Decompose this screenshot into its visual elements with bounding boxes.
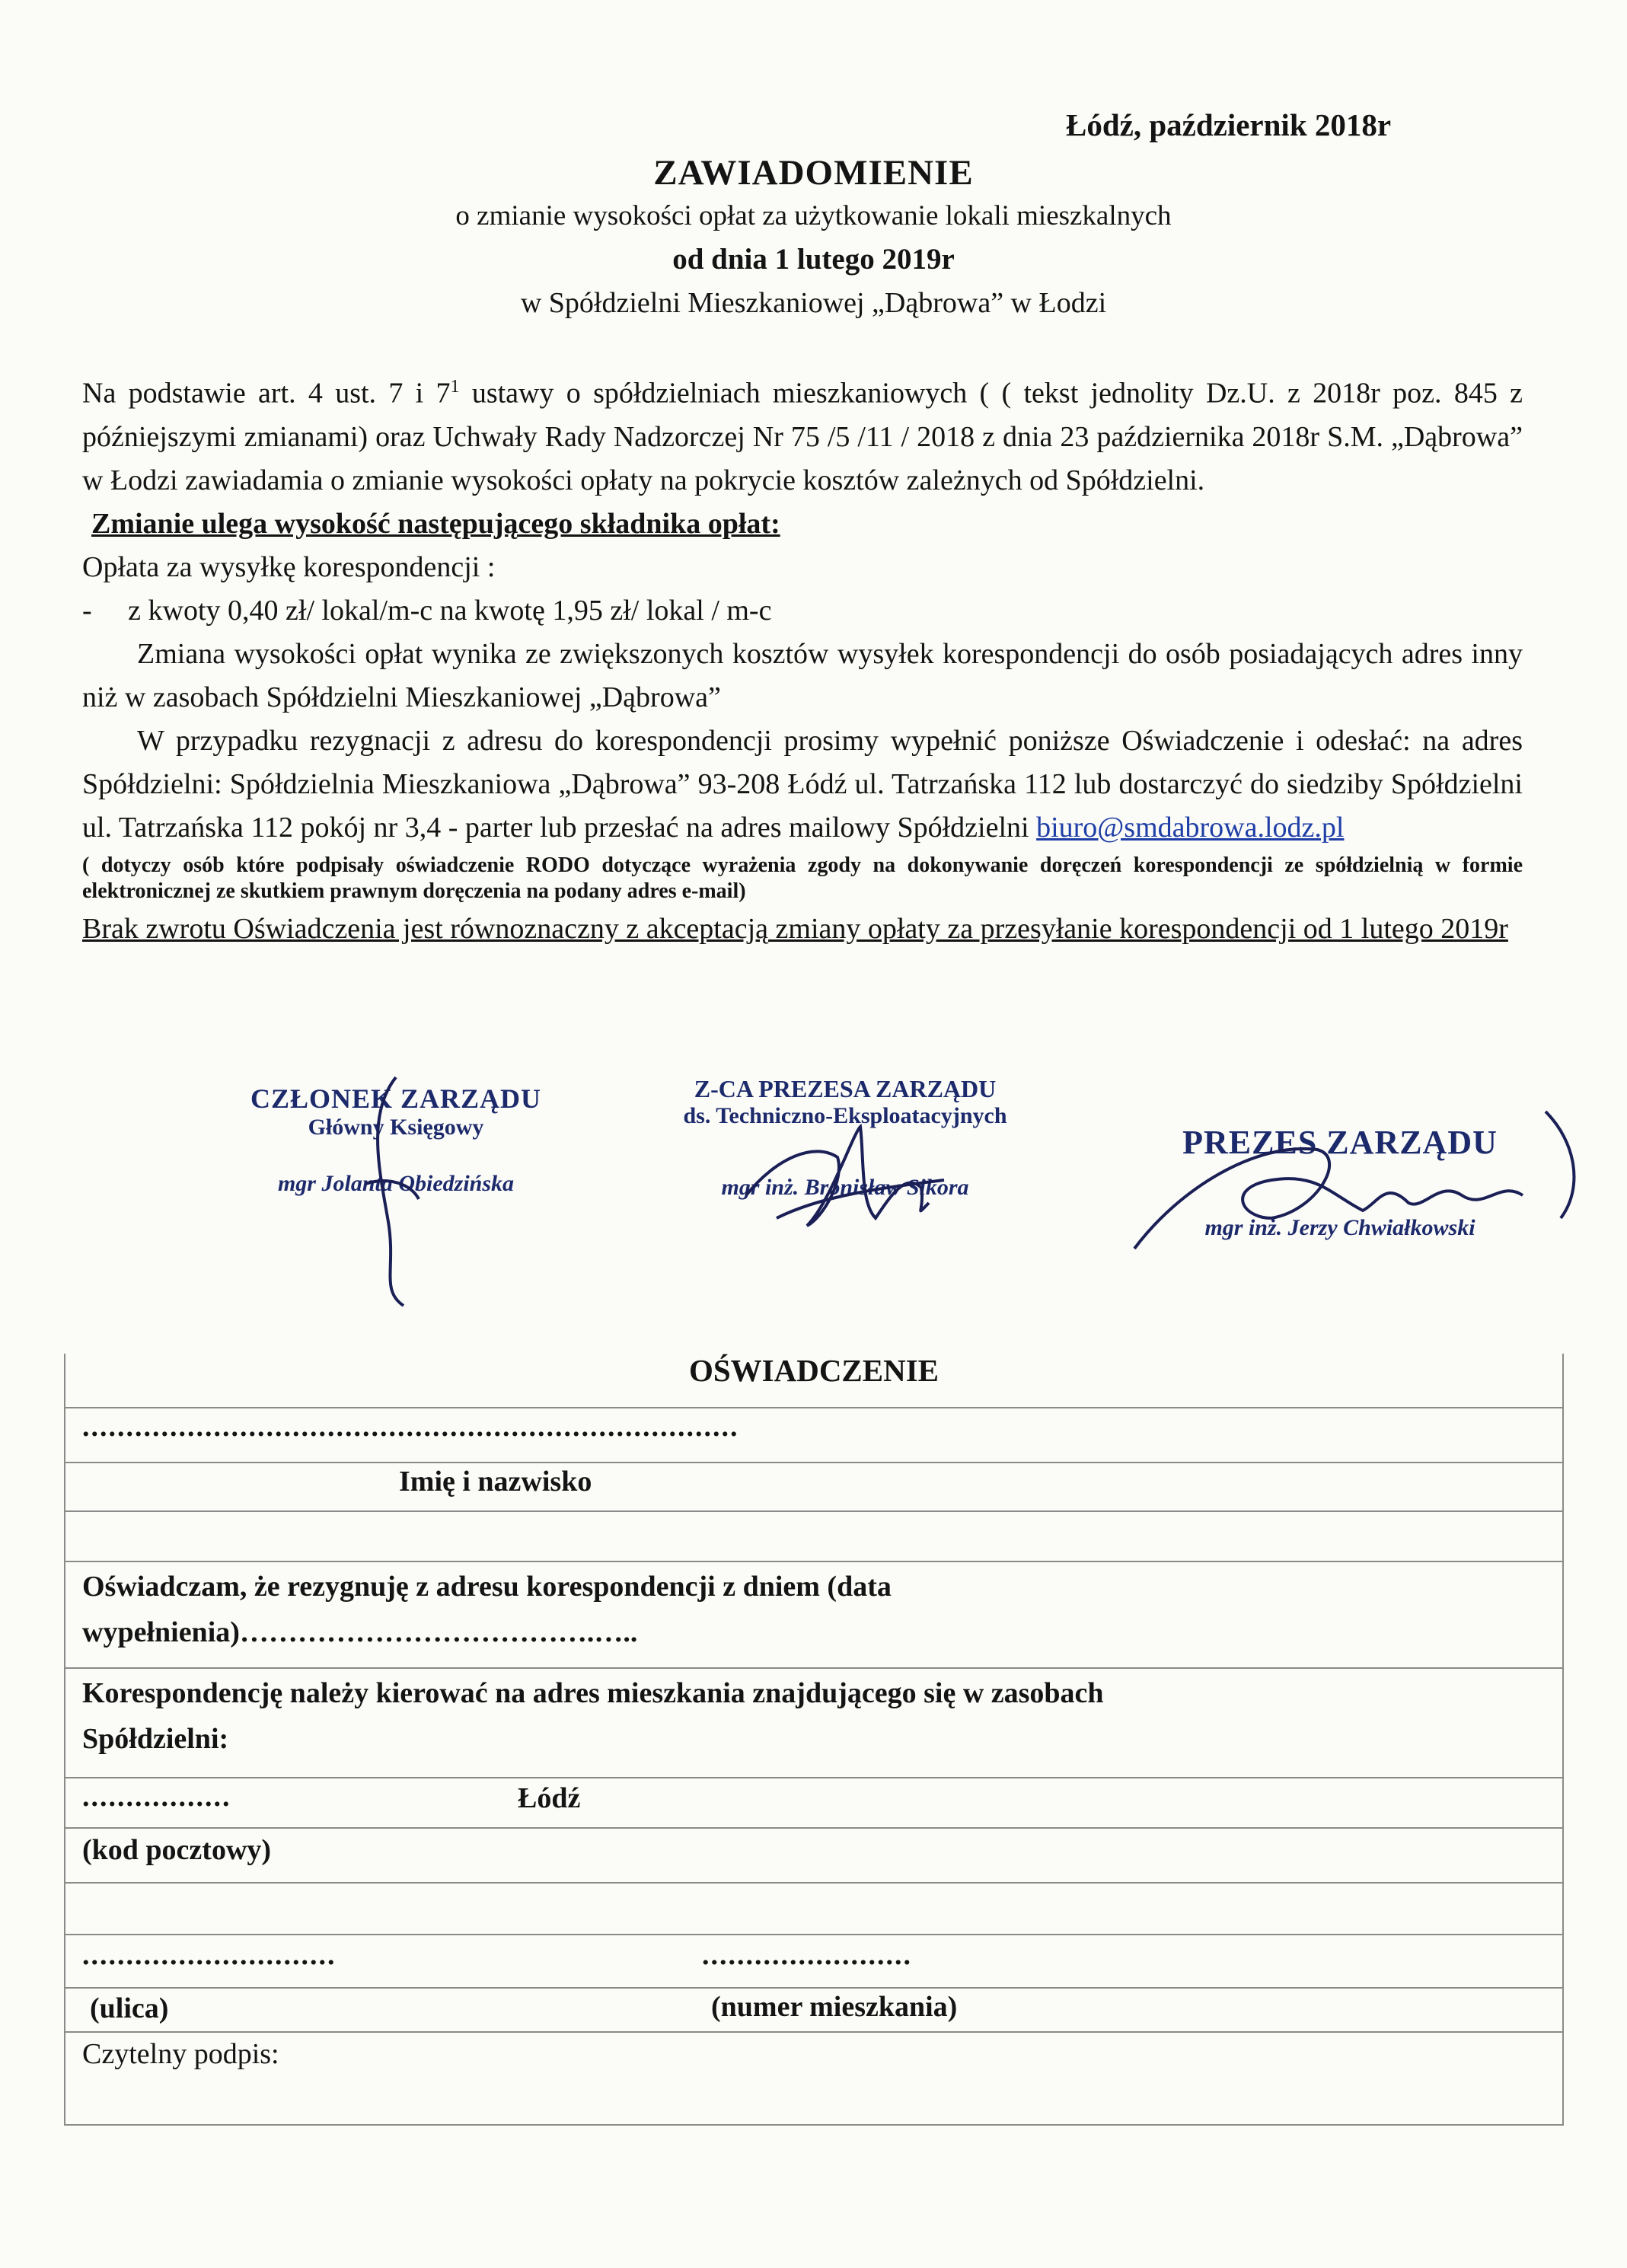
signature-role: Z-CA PREZESA ZARZĄDU (694, 1075, 997, 1102)
paragraph-text: ustawy o spółdzielniach mieszkaniowych ( ( tekst jednolity Dz.U. z 2018r poz. 845 z późniejszymi zmianami) oraz Uchwały Rady Nadzorczej Nr 75 /5 /11 / 2018 z dnia 23 października 2018r S.M. „Dąbrowa” w Łodzi zawiadamia o zmianie wysokości opłaty na pokrycie kosztów zależnych od Spółdzielni. (82, 377, 1523, 496)
section-heading: Zmianie ulega wysokość następującego składnika opłat: (91, 507, 780, 540)
apartment-number-dots: ........................ (702, 1939, 912, 1971)
signature-subrole: ds. Techniczno-Eksploatacyjnych (683, 1103, 1007, 1128)
closing-statement: Brak zwrotu Oświadczenia jest równoznaczny z akceptacją zmiany opłaty za przesyłanie korespondencji od 1 lutego 2019r (82, 912, 1508, 945)
document-title: ZAWIADOMIENIE (653, 153, 974, 193)
signature-role: PREZES ZARZĄDU (1182, 1124, 1498, 1161)
declaration-line-2: wypełnienia)……………………………….….. (82, 1616, 638, 1648)
declaration-form (64, 1354, 1564, 2126)
notice-body (82, 365, 1523, 951)
signature-block-vice-president (632, 1075, 1058, 1201)
name-label: Imię i nazwisko (399, 1466, 592, 1498)
signature-label: Czytelny podpis: (82, 2038, 279, 2070)
document-subtitle-2: od dnia 1 lutego 2019r (672, 243, 955, 276)
declaration-line-1: Oświadczam, że rezygnuję z adresu korespondencji z dniem (data (82, 1571, 892, 1603)
address-line-2: Spółdzielni: (82, 1723, 229, 1755)
apartment-number-label: (numer mieszkania) (711, 1991, 958, 2023)
form-title: OŚWIADCZENIE (688, 1353, 940, 1388)
superscript: 1 (450, 377, 460, 397)
paragraph-reason: Zmiana wysokości opłat wynika ze zwiększonych kosztów wysyłek korespondencji do osób posiadających adres inny niż w zasobach Spółdzielni Mieszkaniowej „Dąbrowa” (82, 637, 1523, 713)
paragraph-text: W przypadku rezygnacji z adresu do korespondencji prosimy wypełnić poniższe Oświadczenie i odesłać: na adres Spółdzielni: Spółdzielnia Mieszkaniowa „Dąbrowa” 93-208 Łódź ul. Tatrzańska 112 lub dostarczyć do siedziby Spółdzielni ul. Tatrzańska 112 pokój nr 3,4 - parter lub przesłać na adres mailowy Spółdzielni (82, 724, 1523, 844)
street-dots: ............................. (82, 1939, 337, 1971)
signature-name: mgr inż. Bronisław Sikora (721, 1175, 969, 1200)
signature-subrole: Główny Księgowy (308, 1115, 484, 1140)
signature-role: CZŁONEK ZARZĄDU (250, 1083, 542, 1114)
document-subtitle-1: o zmianie wysokości opłat za użytkowanie lokali mieszkalnych (455, 200, 1172, 231)
street-label: (ulica) (90, 1992, 169, 2024)
form-row-divider (65, 1462, 1562, 1463)
form-row-divider (65, 1510, 1562, 1512)
paragraph-legal-basis (82, 365, 1523, 502)
address-line-1: Korespondencję należy kierować na adres mieszkania znajdującego się w zasobach (82, 1677, 1104, 1709)
form-row-divider (65, 2031, 1562, 2033)
fee-change: - z kwoty 0,40 zł/ lokal/m-c na kwotę 1,95 zł/ lokal / m-c (82, 594, 772, 627)
name-dots: ........................................................................... (82, 1411, 739, 1443)
signature-name: mgr Jolanta Obiedzińska (277, 1171, 515, 1196)
paragraph-instructions (82, 719, 1523, 850)
email-link[interactable]: biuro@smdabrowa.lodz.pl (1036, 811, 1345, 844)
signature-block-member (198, 1083, 594, 1197)
signature-block-president (1119, 1123, 1561, 1241)
form-row-divider (65, 1987, 1562, 1989)
rodo-note: ( dotyczy osób które podpisały oświadczenie RODO dotyczące wyrażenia zgody na dokonywanie doręczeń korespondencji ze spółdzielnią w formie elektronicznej ze skutkiem prawnym doręczenia na podany adres e-mail) (82, 853, 1523, 903)
postal-code-label: (kod pocztowy) (82, 1834, 272, 1866)
signature-name: mgr inż. Jerzy Chwiałkowski (1204, 1215, 1475, 1240)
form-row-divider (65, 1667, 1562, 1669)
form-row-divider (65, 1777, 1562, 1778)
form-row-divider (65, 1827, 1562, 1829)
postal-code-dots: ................. (82, 1781, 231, 1813)
fee-label: Opłata za wysyłkę korespondencji : (82, 550, 496, 583)
form-row-divider (65, 1882, 1562, 1884)
form-row-divider (65, 1934, 1562, 1935)
paragraph-text: Na podstawie art. 4 ust. 7 i 7 (82, 377, 451, 410)
city-label: Łódź (518, 1782, 581, 1814)
document-date: Łódź, październik 2018r (1066, 107, 1392, 142)
document-subtitle-3: w Spółdzielni Mieszkaniowej „Dąbrowa” w Łodzi (520, 287, 1107, 319)
form-row-divider (65, 1407, 1562, 1408)
form-row-divider (65, 1561, 1562, 1562)
